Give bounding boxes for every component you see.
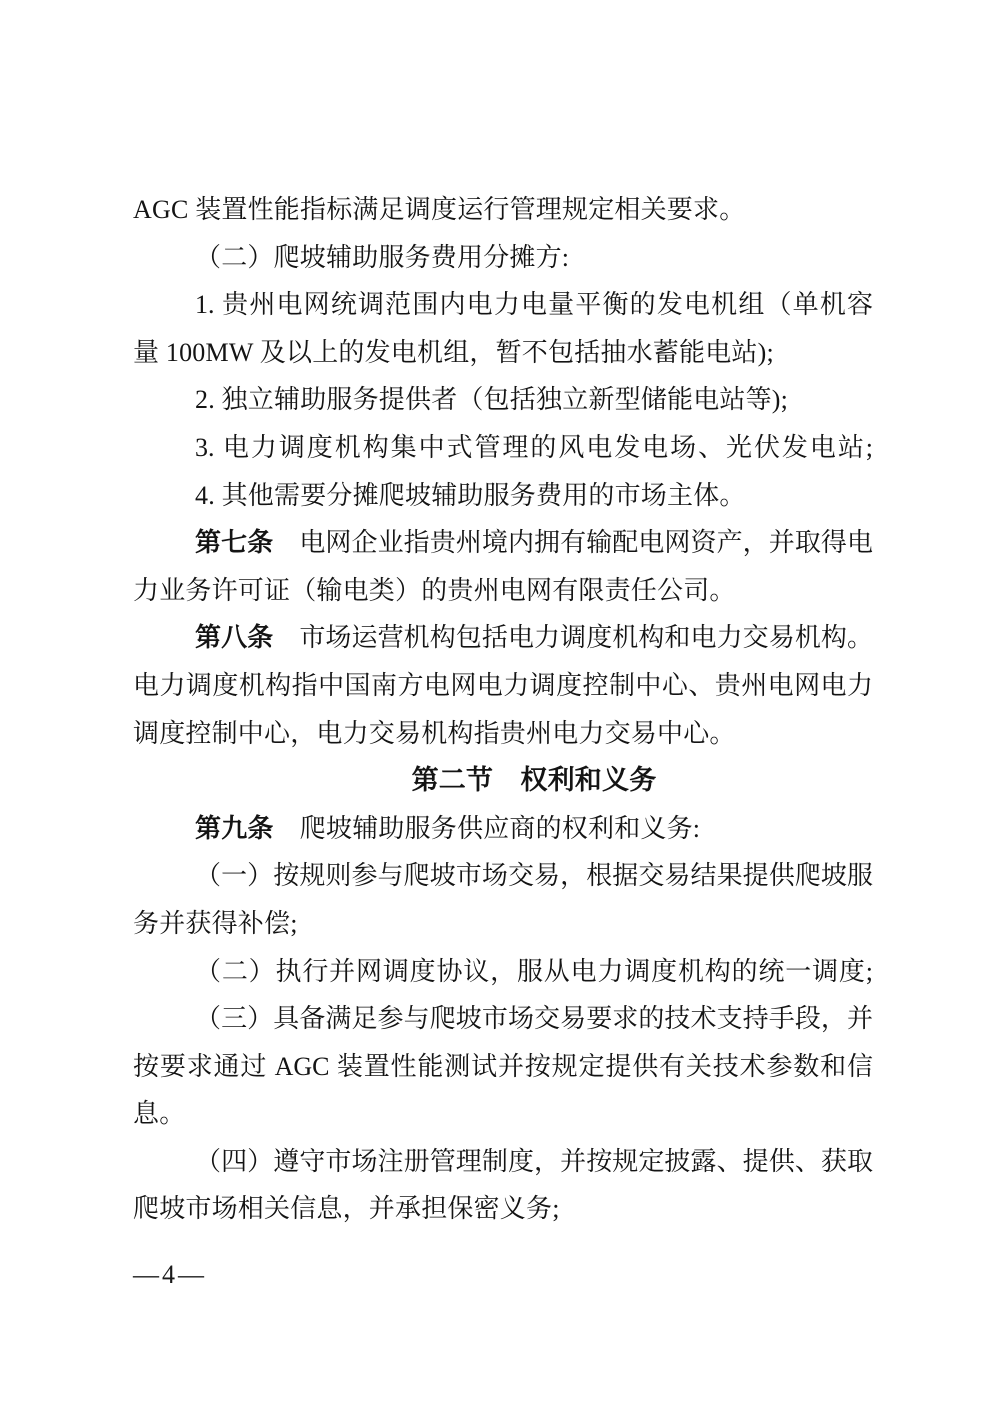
- text-segment: （二）爬坡辅助服务费用分摊方:: [195, 242, 570, 272]
- rights-item-4-line-1: [133, 1138, 873, 1186]
- bold-term: 第二节 权利和义务: [411, 765, 657, 796]
- text-segment: 3. 电力调度机构集中式管理的风电发电场、光伏发电站;: [195, 432, 873, 462]
- text-segment: 4. 其他需要分摊爬坡辅助服务费用的市场主体。: [195, 480, 746, 510]
- list-item-1-line-1: [133, 281, 873, 329]
- text-segment: 息。: [133, 1099, 186, 1129]
- bold-term: 第七条: [195, 528, 274, 558]
- clause-8-line-2: [133, 662, 873, 710]
- text-segment: （一）按规则参与爬坡市场交易，根据交易结果提供爬坡服: [195, 861, 873, 891]
- text-segment: 力业务许可证（输电类）的贵州电网有限责任公司。: [133, 575, 736, 605]
- list-item-4: [133, 472, 873, 520]
- text-segment: 电网企业指贵州境内拥有输配电网资产，并取得电: [273, 528, 873, 558]
- list-item-2: [133, 376, 873, 424]
- rights-item-1-line-1: [133, 852, 873, 900]
- text-segment: （四）遵守市场注册管理制度，并按规定披露、提供、获取: [195, 1146, 873, 1176]
- text-segment: 爬坡市场相关信息，并承担保密义务;: [133, 1194, 560, 1224]
- para-agc-performance: [133, 186, 873, 234]
- rights-item-1-line-2: [133, 900, 873, 948]
- list-item-1-line-2: [133, 329, 873, 377]
- rights-item-3-line-1: [133, 995, 873, 1043]
- text-segment: 2. 独立辅助服务提供者（包括独立新型储能电站等);: [195, 385, 789, 415]
- text-segment: 电力调度机构指中国南方电网电力调度控制中心、贵州电网电力: [133, 670, 873, 700]
- bold-term: 第八条: [195, 623, 274, 653]
- text-segment: （三）具备满足参与爬坡市场交易要求的技术支持手段，并: [195, 1004, 873, 1034]
- text-segment: 调度控制中心，电力交易机构指贵州电力交易中心。: [133, 718, 736, 748]
- text-segment: 市场运营机构包括电力调度机构和电力交易机构。: [273, 623, 873, 653]
- rights-item-2: [133, 948, 873, 996]
- text-segment: 按要求通过 AGC 装置性能测试并按规定提供有关技术参数和信: [133, 1051, 873, 1081]
- clause-7-line-2: [133, 567, 873, 615]
- page-number: —4—: [133, 1260, 207, 1289]
- list-item-3: [133, 424, 873, 472]
- clause-8-line-3: [133, 710, 873, 758]
- item-cost-sharing-heading: [133, 234, 873, 282]
- bold-term: 第九条: [195, 813, 274, 843]
- text-segment: AGC 装置性能指标满足调度运行管理规定相关要求。: [133, 195, 746, 224]
- text-segment: 1. 贵州电网统调范围内电力电量平衡的发电机组（单机容: [195, 290, 873, 320]
- rights-item-3-line-2: [133, 1043, 873, 1091]
- clause-7-line-1: [133, 519, 873, 567]
- text-segment: （二）执行并网调度协议，服从电力调度机构的统一调度;: [195, 956, 873, 986]
- clause-9-line-1: [133, 805, 873, 853]
- clause-8-line-1: [133, 614, 873, 662]
- text-segment: 爬坡辅助服务供应商的权利和义务:: [273, 813, 701, 843]
- rights-item-4-line-2: [133, 1185, 873, 1233]
- text-segment: 量 100MW 及以上的发电机组，暂不包括抽水蓄能电站);: [133, 337, 774, 367]
- text-segment: 务并获得补偿;: [133, 908, 298, 938]
- rights-item-3-line-3: [133, 1090, 873, 1138]
- document-body: [133, 186, 873, 1233]
- section-2-heading: [133, 757, 873, 805]
